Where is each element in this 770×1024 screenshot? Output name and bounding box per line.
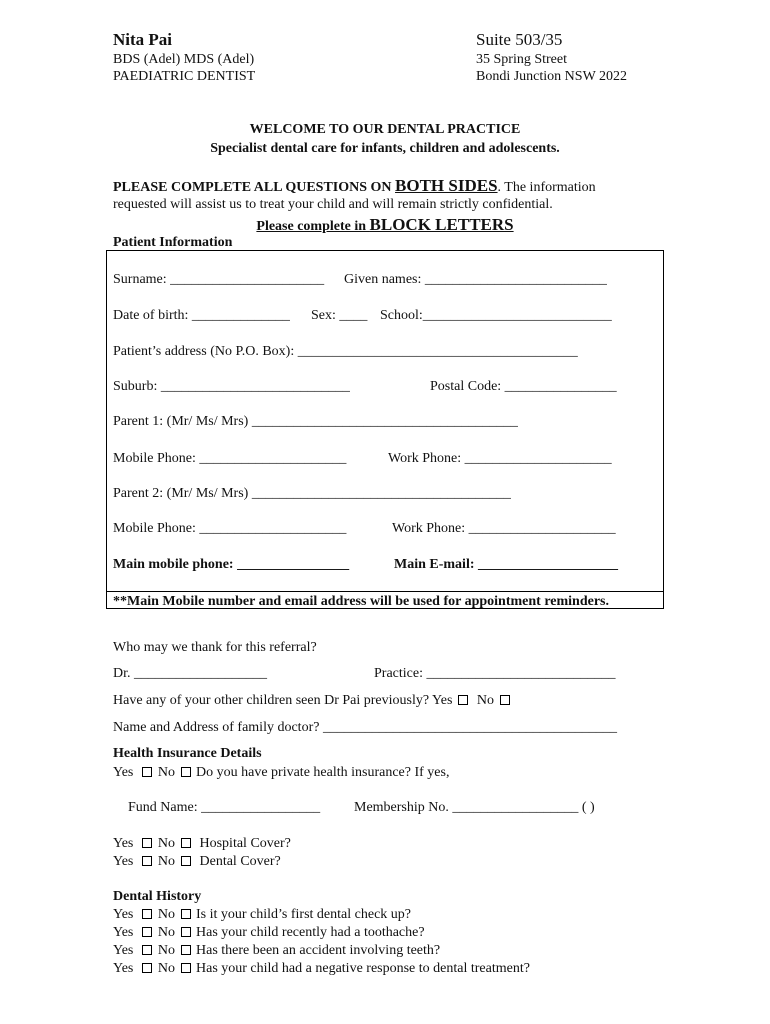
surname-field[interactable]: Surname: ______________________ [113,272,325,287]
instructions-lead: PLEASE COMPLETE ALL QUESTIONS ON [113,180,396,195]
siblings-no-label: No [476,693,495,708]
insurance-title: Health Insurance Details [113,746,262,761]
patient-box-divider [106,591,664,592]
dental-cover-no-checkbox[interactable] [181,856,191,866]
hospital-cover-label: Hospital Cover? [199,836,291,851]
sex-field[interactable]: Sex: ____ [311,308,368,323]
hospital-no-label: No [157,836,175,851]
dh-question: Has there been an accident involving teeth? [196,943,441,958]
referral-practice-field[interactable]: Practice: ___________________________ [374,666,616,681]
parent2-work-field[interactable]: Work Phone: _____________________ [392,521,616,536]
dh-no-checkbox[interactable] [181,963,191,973]
dh-yes-label: Yes [113,925,134,940]
practitioner-name: Nita Pai [113,30,173,49]
hospital-no-checkbox[interactable] [181,838,191,848]
insurance-no-label: No [157,765,175,780]
family-doctor-field[interactable]: Name and Address of family doctor? __________________________________________ [113,720,617,735]
insurance-yes-label: Yes [113,765,134,780]
tagline: Specialist dental care for infants, children and adolescents. [210,141,560,156]
instructions-line1 [113,176,596,196]
dental-cover-row [113,854,281,870]
main-email-field[interactable]: Main E-mail: ____________________ [394,557,618,572]
block-letters-emphasis: BLOCK LETTERS [369,215,514,234]
insurance-question: Do you have private health insurance? If yes, [196,765,450,780]
hospital-yes-checkbox[interactable] [142,838,152,848]
dh-question: Has your child had a negative response to dental treatment? [196,961,530,976]
suburb-field[interactable]: Suburb: ___________________________ [113,379,350,394]
dh-no-checkbox[interactable] [181,909,191,919]
siblings-question [113,693,512,709]
dh-yes-checkbox[interactable] [142,927,152,937]
dob-field[interactable]: Date of birth: ______________ [113,308,290,323]
instructions-tail: . The information [497,180,596,195]
hospital-yes-label: Yes [113,836,134,851]
dh-no-checkbox[interactable] [181,945,191,955]
dental-history-title: Dental History [113,889,202,904]
dental-history-row [113,925,425,941]
welcome-heading: WELCOME TO OUR DENTAL PRACTICE [249,122,521,137]
dh-no-label: No [157,943,175,958]
reminder-note: **Main Mobile number and email address will be used for appointment reminders. [113,594,609,609]
parent2-field[interactable]: Parent 2: (Mr/ Ms/ Mrs) _____________________________________ [113,486,511,501]
patient-section-title: Patient Information [113,235,233,250]
block-letters-note [0,215,770,235]
both-sides-emphasis: BOTH SIDES [395,176,498,195]
dental-history-row [113,907,411,923]
hospital-cover-row [113,836,291,852]
specialty: PAEDIATRIC DENTIST [113,69,256,84]
dh-no-label: No [157,925,175,940]
referral-dr-field[interactable]: Dr. ___________________ [113,666,267,681]
school-field[interactable]: School:___________________________ [380,308,612,323]
parent1-field[interactable]: Parent 1: (Mr/ Ms/ Mrs) ______________________________________ [113,414,518,429]
postal-code-field[interactable]: Postal Code: ________________ [430,379,617,394]
dental-cover-yes-checkbox[interactable] [142,856,152,866]
qualifications: BDS (Adel) MDS (Adel) [113,52,255,67]
insurance-no-checkbox[interactable] [181,767,191,777]
block-letters-lead: Please complete in [256,219,370,234]
dh-no-label: No [157,961,175,976]
suite: Suite 503/35 [476,30,563,49]
parent1-mobile-field[interactable]: Mobile Phone: _____________________ [113,451,347,466]
dh-yes-label: Yes [113,907,134,922]
dental-history-row [113,961,530,977]
membership-field[interactable]: Membership No. __________________ ( ) [354,800,595,815]
siblings-no-checkbox[interactable] [500,695,510,705]
fund-name-field[interactable]: Fund Name: _________________ [128,800,321,815]
dental-cover-yes-label: Yes [113,854,134,869]
street-address: 35 Spring Street [476,52,567,67]
referral-question: Who may we thank for this referral? [113,640,317,655]
dh-yes-label: Yes [113,943,134,958]
dh-yes-label: Yes [113,961,134,976]
given-names-field[interactable]: Given names: __________________________ [344,272,607,287]
dh-yes-checkbox[interactable] [142,945,152,955]
dh-no-label: No [157,907,175,922]
dh-question: Has your child recently had a toothache? [196,925,425,940]
dental-cover-label: Dental Cover? [199,854,281,869]
address-field[interactable]: Patient’s address (No P.O. Box): ________________________________________ [113,344,578,359]
dh-yes-checkbox[interactable] [142,909,152,919]
siblings-label: Have any of your other children seen Dr Pai previously? Yes [113,693,453,708]
dental-cover-no-label: No [157,854,175,869]
dh-no-checkbox[interactable] [181,927,191,937]
main-mobile-field[interactable]: Main mobile phone: ________________ [113,557,350,572]
instructions-line2: requested will assist us to treat your child and will remain strictly confidential. [113,197,553,212]
dental-history-row [113,943,440,959]
city-address: Bondi Junction NSW 2022 [476,69,628,84]
insurance-yes-checkbox[interactable] [142,767,152,777]
parent2-mobile-field[interactable]: Mobile Phone: _____________________ [113,521,347,536]
dh-question: Is it your child’s first dental check up? [196,907,411,922]
dh-yes-checkbox[interactable] [142,963,152,973]
insurance-question-row [113,765,449,781]
parent1-work-field[interactable]: Work Phone: _____________________ [388,451,612,466]
siblings-yes-checkbox[interactable] [458,695,468,705]
